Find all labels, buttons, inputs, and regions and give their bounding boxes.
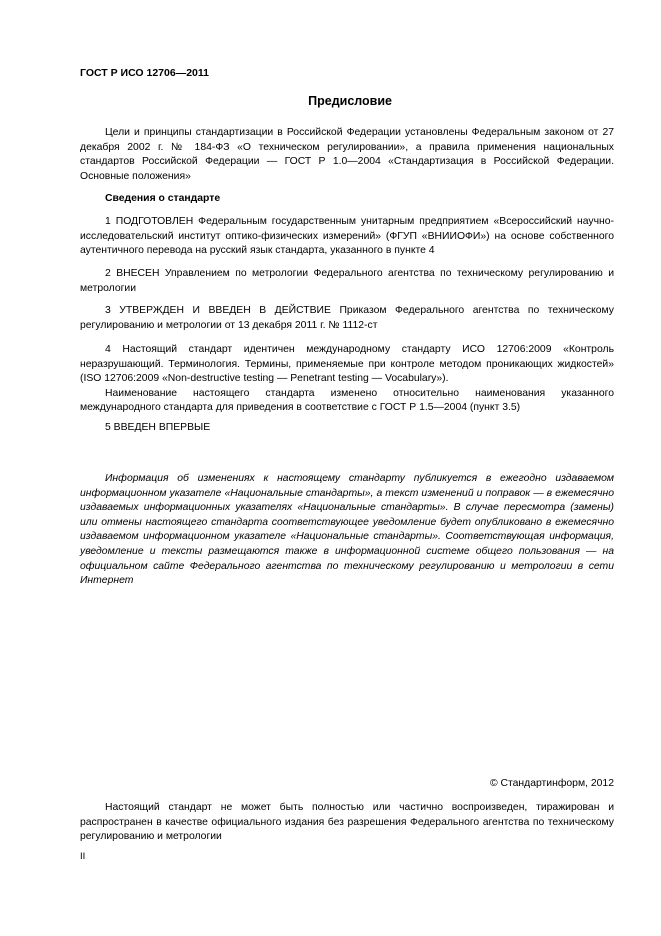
item-1-text: 1 ПОДГОТОВЛЕН Федеральным государственным унитарным предприятием «Всероссийский научно-исследовательский институт оптико-физических измерений» (ФГУП «ВНИИОФИ») на основе собственного аутентичного перевода на русский язык стандарта, указанного в пункте 4 — [80, 216, 614, 257]
intro-paragraph — [80, 126, 614, 184]
item-2-text: 2 ВНЕСЕН Управлением по метрологии Федерального агентства по техническому регулированию и метрологии — [80, 268, 614, 294]
item-1 — [80, 215, 614, 259]
reproduction-notice-text: Настоящий стандарт не может быть полностью или частично воспроизведен, тиражирован и распространен в качестве официального издания без разрешения Федерального агентства по техническому регулированию и метрологии — [80, 802, 614, 843]
item-2 — [80, 267, 614, 296]
page-title-text: Предисловие — [308, 94, 392, 108]
page-number: II — [80, 851, 86, 862]
page-title — [80, 94, 614, 108]
copyright-line: © Стандартинформ, 2012 — [489, 778, 614, 789]
intro-text: Цели и принципы стандартизации в Российской Федерации установлены Федеральным законом от 27 декабря 2002 г. № 184-ФЗ «О техническом регулировании», а правила применения национальных стандартов Российской Федерации — ГОСТ Р 1.0—2004 «Стандартизация в Российской Федерации. Основные положения» — [80, 127, 614, 182]
item-5 — [80, 421, 614, 436]
info-notice — [80, 472, 614, 589]
item-4 — [80, 343, 614, 416]
section-heading-text: Сведения о стандарте — [105, 193, 221, 204]
item-4-note: Наименование настоящего стандарта изменено относительно наименования указанного международного стандарта для приведения в соответствие с ГОСТ Р 1.5—2004 (пункт 3.5) — [80, 387, 614, 414]
item-3 — [80, 304, 614, 333]
info-notice-text: Информация об изменениях к настоящему стандарту публикуется в ежегодно издаваемом информационном указателе «Национальные стандарты», а текст изменений и поправок — в ежемесячно издаваемых информационных указателях «Национальные стандарты». В случае пересмотра (замены) или отмены настоящего стандарта соответствующее уведомление будет опубликовано в ежемесячно издаваемом информационном указателе «Национальные стандарты». Соответствующая информация, уведомление и тексты размещаются также в информационной системе общего пользования — на официальном сайте Федерального агентства по техническому регулированию и метрологии в сети Интернет — [80, 473, 614, 587]
item-5-text: 5 ВВЕДЕН ВПЕРВЫЕ — [105, 422, 211, 433]
section-heading — [80, 192, 614, 207]
document-code: ГОСТ Р ИСО 12706—2011 — [80, 67, 209, 79]
item-3-text: 3 УТВЕРЖДЕН И ВВЕДЕН В ДЕЙСТВИЕ Приказом Федерального агентства по техническому регулированию и метрологии от 13 декабря 2011 г. № 1112-ст — [80, 305, 614, 331]
reproduction-notice — [80, 801, 614, 845]
item-4-text: 4 Настоящий стандарт идентичен международному стандарту ИСО 12706:2009 «Контроль неразрушающий. Терминология. Термины, применяемые при контроле методом проникающих жидкостей» (ISO 12706:2009 «Non-destructive testing — Penetrant testing — Vocabulary»). — [80, 344, 614, 385]
